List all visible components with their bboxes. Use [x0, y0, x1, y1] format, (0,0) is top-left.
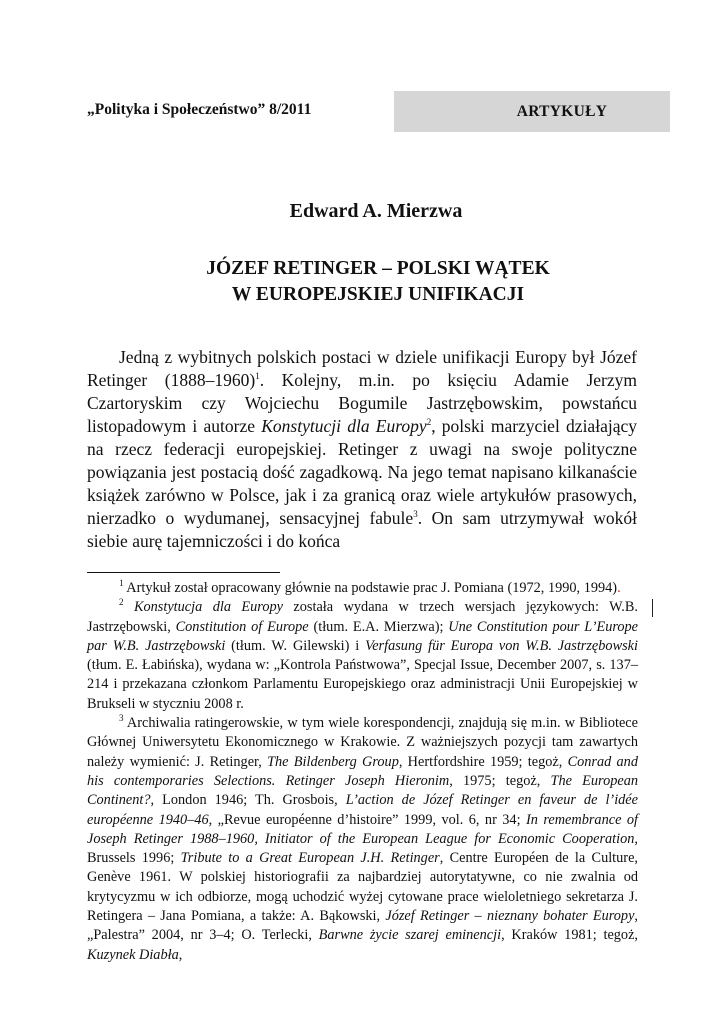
footnote-italic: Une Constitution pour L’Europe par W.B. Jastrzębowski: [87, 618, 639, 654]
footnote-text: (tłum. W. Gilewski) i: [225, 637, 366, 654]
footnote-text: , 1975; tegoż,: [449, 772, 551, 789]
footnote-text: Artykuł został opracowany głównie na podstawie prac J. Pomiana (1972, 1990, 1994): [126, 580, 618, 596]
body-text: Jedną z wybitnych polskich postaci w dziele unifikacji Europy był Józef Retinger (1888–1960): [87, 347, 637, 390]
footnote-text: Archiwalia ratingerowskie, w tym wiele korespondencji, znajdują się m.in. w Bibliotece Głównej Uniwersytetu Ekonomicznego w Krakowie. Z ważniejszych pozycji tam zawartych należy wymienić: J. Retinger,: [87, 715, 638, 770]
article-body: [87, 346, 637, 553]
footnote-italic: Tribute to a Great European J.H. Retinger: [180, 850, 440, 867]
body-text: . On sam utrzymywał wokół siebie aurę tajemniczości i do końca: [87, 508, 637, 551]
footnote-ref-3[interactable]: 3: [413, 509, 418, 520]
footnote-separator: [87, 572, 280, 573]
footnote-number: 3: [119, 713, 124, 724]
footnote-italic: L’action de Józef Retinger en faveur de l’idée européenne 1940–46: [87, 792, 639, 828]
footnote-text: , „Palestra” 2004, nr 3–4; O. Terlecki,: [87, 908, 638, 944]
footnote-text: , Kraków 1981; tegoż,: [501, 927, 639, 944]
footnote-text: (tłum. E. Łabińska), wydana w: „Kontrola Państwowa”, Specjal Issue, December 2007, s. 137–214 i przekazana członkom Parlamentu Europejskiego oraz administracji Unii Europejskiej w Brukseli w styczniu 2008 r.: [87, 657, 638, 712]
footnote-italic: Kuzynek Diabła: [87, 946, 179, 963]
footnote-2: [87, 598, 638, 714]
text-cursor: [652, 599, 653, 617]
footnote-ref-2[interactable]: 2: [426, 417, 432, 428]
footnote-italic: Konstytucja dla Europy: [133, 599, 283, 616]
footnote-italic: Conrad and his contemporaries Selections. Retinger Joseph Hieronim: [87, 753, 638, 789]
body-paragraph: [87, 346, 637, 553]
footnote-ref-1[interactable]: 1: [255, 371, 260, 382]
footnote-italic: Józef Retinger – nieznany bohater Europy: [385, 908, 635, 925]
footnote-text: Brussels 1996;: [87, 850, 181, 867]
footnote-number: 2: [119, 597, 124, 608]
footnote-text: (tłum. E.A. Mierzwa);: [308, 618, 449, 635]
footnote-italic: Constitution of Europe: [175, 618, 309, 635]
body-text: , polski marzyciel działający na rzecz federacji europejskiej. Retinger z uwagi na swoje polityczne powiązania jest postacią dość zagadkową. Na jego temat napisano kilkanaście książek zarówno w Polsce, jak i za granicą oraz wiele artykułów prasowych, nierzadko o wydumanej, sensacyjnej fabule: [87, 416, 637, 528]
footnote-italic: In remembrance of Joseph Retinger 1988–1960, Initiator of the European League for Economic Cooperation,: [87, 811, 638, 847]
section-label: ARTYKUŁY: [516, 102, 608, 120]
title-line-1: JÓZEF RETINGER – POLSKI WĄTEK: [206, 258, 550, 279]
footnote-text: , Centre Européen de la Culture, Genève 1961. W polskiej historiografii za najbardziej autorytatywne, co nie zwalnia od krytycyzmu w ich odbiorze, mogą uchodzić wyżej cytowane prace wieloletniego sekretarza J. Retingera – Jana Pomiana, a także: A. Bąkowski,: [87, 850, 638, 925]
footnote-3: [87, 714, 638, 965]
footnote-text: , „Revue européenne d’histoire” 1999, vol. 6, nr 34;: [208, 811, 526, 828]
footnote-number: 1: [119, 578, 124, 589]
footnote-italic: Barwne życie szarej eminencji: [318, 927, 502, 944]
footnote-text: , Hertfordshire 1959; tegoż,: [398, 753, 568, 770]
journal-header: „Polityka i Społeczeństwo” 8/2011: [87, 101, 312, 118]
section-banner: [394, 91, 670, 132]
footnote-text: .: [617, 580, 621, 596]
footnote-italic: Verfasung für Europa von W.B. Jastrzębowski: [365, 637, 638, 654]
footnote-1: [87, 579, 638, 598]
title-line-2: W EUROPEJSKIEJ UNIFIKACJI: [231, 284, 525, 305]
footnotes: [87, 579, 638, 965]
body-text: . Kolejny, m.in. po księciu Adamie Jerzym Czartoryskim czy Wojciechu Bogumile Jastrzębowskim, powstańcu listopadowym i autorze: [87, 370, 637, 436]
footnote-italic: The Bildenberg Group: [267, 753, 399, 770]
body-italic-title: Konstytucji dla Europy: [261, 416, 427, 436]
footnote-text: , London 1946; Th. Grosbois,: [150, 792, 346, 809]
footnote-text: została wydana w trzech wersjach językowych: W.B. Jastrzębowski,: [87, 599, 638, 635]
article-title: [0, 256, 722, 308]
footnote-text: ,: [178, 946, 183, 963]
footnote-italic: The European Continent?: [87, 772, 639, 809]
author-name: Edward A. Mierzwa: [289, 200, 463, 222]
